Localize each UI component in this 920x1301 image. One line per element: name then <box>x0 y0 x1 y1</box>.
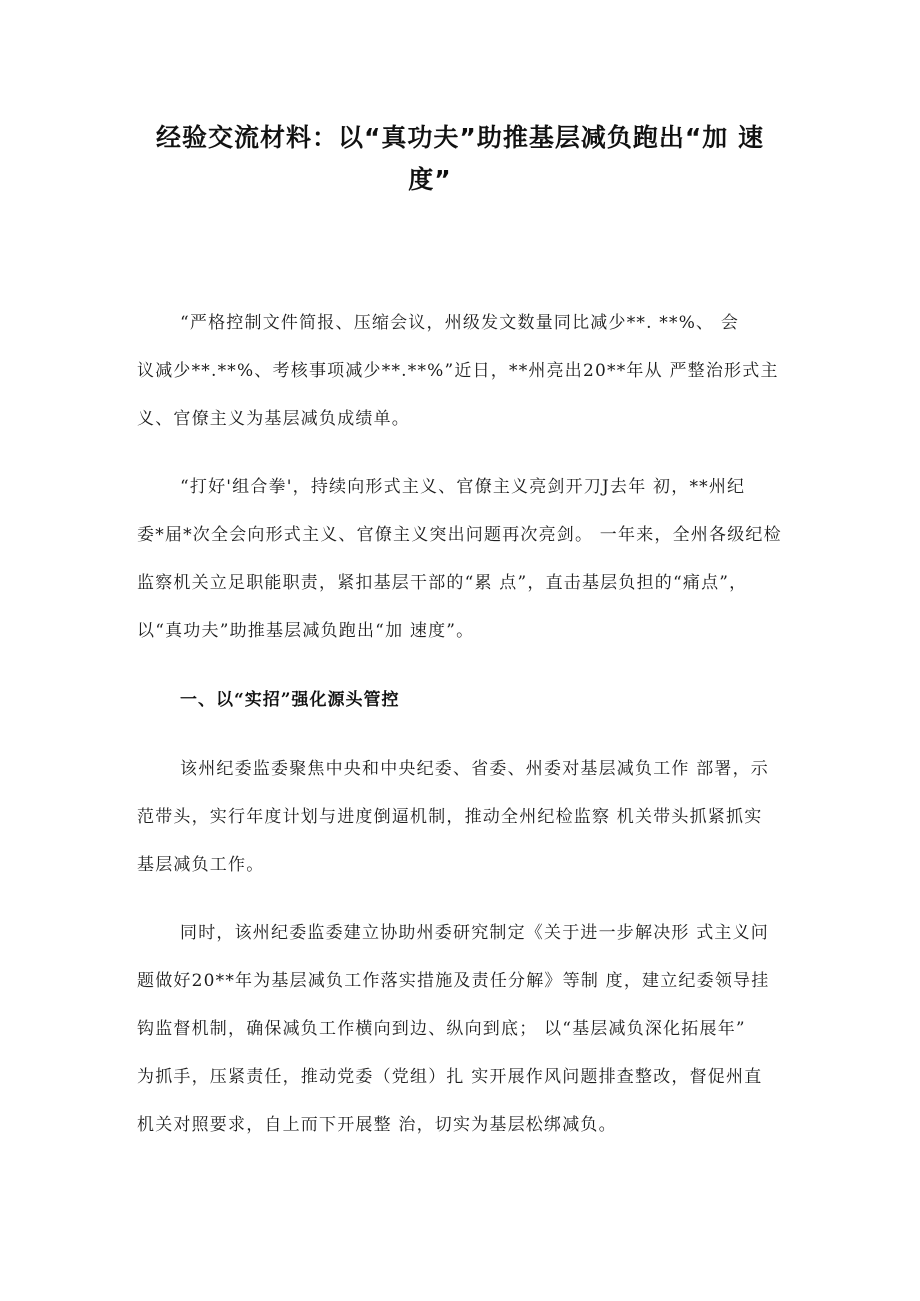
paragraph-2-line-3: 监察机关立足职能职责，紧扣基层干部的“累 点”，直击基层负担的“痛点”， <box>137 573 748 593</box>
paragraph-4-line-2: 题做好20**年为基层减负工作落实措施及责任分解》等制 度，建立纪委领导挂 <box>137 971 770 991</box>
section-1-heading: 一、以“实招”强化源头管控 <box>180 690 400 710</box>
paragraph-4-line-3: 钩监督机制，确保减负工作横向到边、纵向到底； 以“基层减负深化拓展年” <box>137 1019 746 1039</box>
paragraph-3-line-1: 该州纪委监委聚焦中央和中央纪委、省委、州委对基层减负工作 部署，示 <box>180 759 770 779</box>
paragraph-2-line-4: 以“真功夫”助推基层减负跑出“加 速度”。 <box>137 621 475 641</box>
paragraph-2-line-1: “打好'组合拳'，持续向形式主义、官僚主义亮剑开刀J去年 初，**州纪 <box>180 477 746 497</box>
document-title-line-1: 经验交流材料：以“真功夫”助推基层减负跑出“加 速 <box>156 123 764 152</box>
paragraph-4-line-1: 同时，该州纪委监委建立协助州委研究制定《关于进一步解决形 式主义问 <box>180 923 770 943</box>
paragraph-4-line-5: 机关对照要求，自上而下开展整 治，切实为基层松绑减负。 <box>137 1115 617 1135</box>
paragraph-1-line-2: 议减少**.**%、考核事项减少**.**%”近日，**州亮出20**年从 严整治形式主 <box>137 361 779 381</box>
paragraph-4-line-4: 为抓手，压紧责任，推动党委（党组）扎 实开展作风问题排查整改，督促州直 <box>137 1067 763 1087</box>
paragraph-1-line-1: “严格控制文件简报、压缩会议，州级发文数量同比减少**. **%、 会 <box>180 313 740 333</box>
document-title-line-2: 度” <box>408 165 452 194</box>
paragraph-2-line-2: 委*届*次全会向形式主义、官僚主义突出问题再次亮剑。 一年来，全州各级纪检 <box>137 525 782 545</box>
paragraph-1-line-3: 义、官僚主义为基层减负成绩单。 <box>137 409 410 429</box>
paragraph-3-line-2: 范带头，实行年度计划与进度倒逼机制，推动全州纪检监察 机关带头抓紧抓实 <box>137 807 763 827</box>
paragraph-3-line-3: 基层减负工作。 <box>137 855 265 875</box>
